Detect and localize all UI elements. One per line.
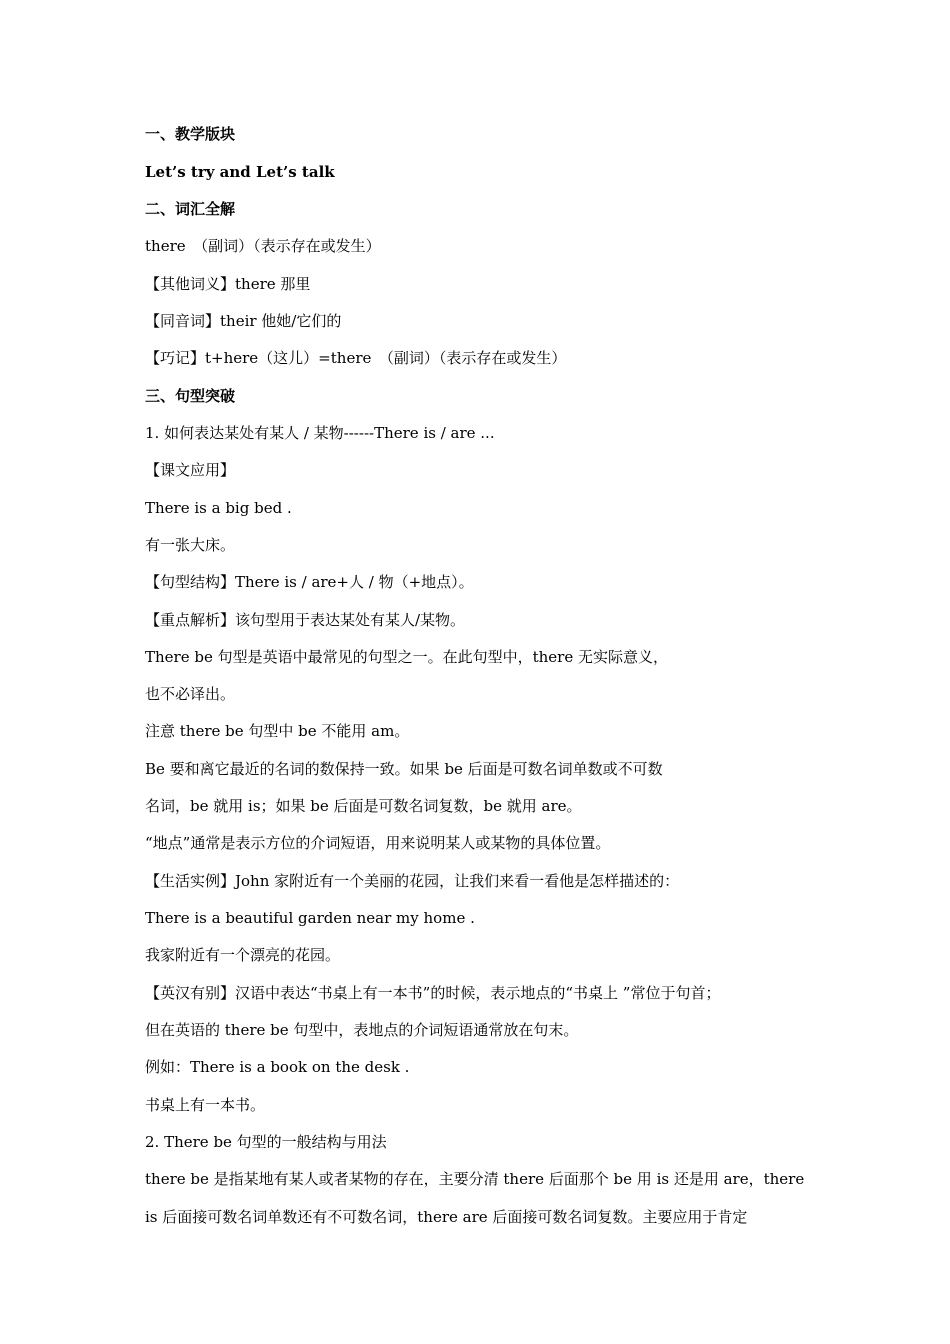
paragraph-line: there be 是指某地有某人或者某物的存在，主要分清 there 后面那个 be 用 is 还是用 are，there xyxy=(145,1170,805,1188)
pattern-2-heading: 2. There be 句型的一般结构与用法 xyxy=(145,1133,387,1151)
paragraph-line: There be 句型是英语中最常见的句型之一。在此句型中，there 无实际意义， xyxy=(145,648,668,666)
sentence-structure: 【句型结构】There is / are+人 / 物（+地点）。 xyxy=(145,573,474,591)
key-analysis: 【重点解析】该句型用于表达某处有某人/某物。 xyxy=(145,611,466,629)
lesson-title: Let’s try and Let’s talk xyxy=(145,163,335,181)
paragraph-line: 但在英语的 there be 句型中，表地点的介词短语通常放在句末。 xyxy=(145,1021,579,1039)
section-heading-teaching-module: 一、教学版块 xyxy=(145,125,236,143)
vocab-mnemonic: 【巧记】t+here（这儿）=there （副词）（表示存在或发生） xyxy=(145,349,567,367)
text-application-label: 【课文应用】 xyxy=(145,461,236,479)
section-heading-sentence-patterns: 三、句型突破 xyxy=(145,387,236,405)
paragraph-line: “地点”通常是表示方位的介词短语，用来说明某人或某物的具体位置。 xyxy=(145,834,611,852)
vocab-homophone: 【同音词】their 他她/它们的 xyxy=(145,312,342,330)
example-sentence-zh: 书桌上有一本书。 xyxy=(145,1096,266,1114)
paragraph-line: Be 要和离它最近的名词的数保持一致。如果 be 后面是可数名词单数或不可数 xyxy=(145,760,663,778)
vocab-entry-there: there （副词）（表示存在或发生） xyxy=(145,237,381,255)
vocab-other-meaning: 【其他词义】there 那里 xyxy=(145,275,311,293)
example-sentence-zh: 有一张大床。 xyxy=(145,536,236,554)
example-sentence-en: There is a beautiful garden near my home . xyxy=(145,909,475,927)
life-example-label: 【生活实例】John 家附近有一个美丽的花园，让我们来看一看他是怎样描述的： xyxy=(145,872,680,890)
en-zh-difference: 【英汉有别】汉语中表达“书桌上有一本书”的时候，表示地点的“书桌上 ”常位于句首； xyxy=(145,984,721,1002)
paragraph-line: 名词，be 就用 is；如果 be 后面是可数名词复数，be 就用 are。 xyxy=(145,797,582,815)
paragraph-line: 也不必译出。 xyxy=(145,685,236,703)
example-sentence-en: There is a big bed . xyxy=(145,499,292,517)
note-line: 注意 there be 句型中 be 不能用 am。 xyxy=(145,722,410,740)
pattern-1-heading: 1. 如何表达某处有某人 / 某物------There is / are ... xyxy=(145,424,495,442)
paragraph-line: is 后面接可数名词单数还有不可数名词，there are 后面接可数名词复数。主要应用于肯定 xyxy=(145,1208,748,1226)
section-heading-vocabulary: 二、词汇全解 xyxy=(145,200,236,218)
example-sentence-en: 例如：There is a book on the desk . xyxy=(145,1058,410,1076)
example-sentence-zh: 我家附近有一个漂亮的花园。 xyxy=(145,946,341,964)
